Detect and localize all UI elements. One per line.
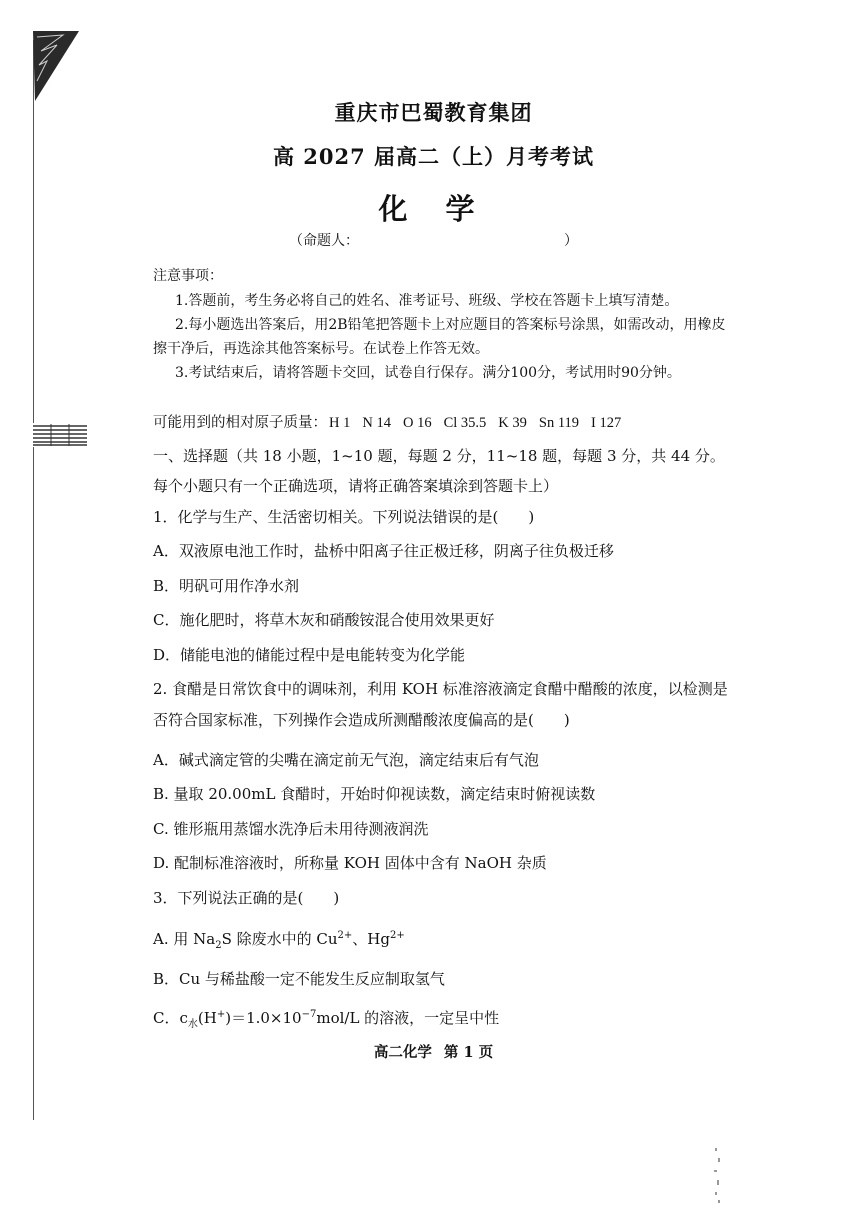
binding-stripe-mark [31, 423, 89, 447]
q1-option-c: C．施化肥时，将草木灰和硝酸铵混合使用效果更好 [153, 611, 495, 629]
q3a-text-1: A. 用 Na [153, 930, 216, 948]
q1-option-d: D．储能电池的储能过程中是电能转变为化学能 [153, 646, 466, 664]
mass-i: I 127 [591, 415, 622, 431]
q3c-text-3: )＝1.0×10 [225, 1009, 302, 1027]
q3c-subscript: 水 [187, 1019, 198, 1030]
subject-title: 化 学 [378, 192, 489, 226]
q1-option-b: B．明矾可用作净水剂 [153, 577, 300, 595]
q3a-superscript-1: 2+ [337, 930, 353, 941]
q2-option-a: A．碱式滴定管的尖嘴在滴定前无气泡，滴定结束后有气泡 [153, 751, 539, 769]
q3-option-c [153, 1004, 499, 1036]
q3-stem: 3．下列说法正确的是( ) [153, 889, 340, 907]
atomic-masses [153, 411, 633, 432]
note-item-3: 3.考试结束后，请将答题卡交回，试卷自行保存。满分100分，考试用时90分钟。 [175, 365, 681, 381]
notes-heading: 注意事项： [153, 268, 223, 284]
question-setter [0, 230, 867, 250]
q3c-text-2: (H [197, 1009, 217, 1027]
mass-sn: Sn 119 [538, 415, 580, 431]
footer-page-number: 第 1 页 [443, 1044, 494, 1061]
q3a-text-2: S 除废水中的 Cu [221, 930, 338, 948]
exam-title: 高 2027 届高二（上）月考考试 [272, 144, 595, 169]
mass-k: K 39 [498, 415, 527, 431]
section-header: 一、选择题（共 18 小题，1~10 题，每题 2 分，11~18 题，每题 3 分，共 44 分。每个小题只有一个正确选项，请将正确答案填涂到答题卡上） [153, 447, 725, 495]
q3-option-a [153, 925, 405, 957]
footer-subject: 高二化学 [373, 1044, 432, 1061]
q1-option-a: A．双液原电池工作时，盐桥中阳离子往正极迁移，阴离子往负极迁移 [153, 542, 614, 560]
q3c-text-1: C．c [153, 1009, 188, 1027]
school-name: 重庆市巴蜀教育集团 [334, 100, 533, 125]
corner-scan-mark [33, 31, 79, 101]
atomic-masses-label: 可能用到的相对原子质量： [153, 415, 327, 431]
note-item-1: 1.答题前，考生务必将自己的姓名、准考证号、班级、学校在答题卡上填写清楚。 [175, 293, 679, 309]
note-item-2: 2.每小题选出答案后，用2B铅笔把答题卡上对应题目的答案标号涂黑，如需改动，用橡皮擦干净后，再选涂其他答案标号。在试卷上作答无效。 [153, 317, 726, 357]
q3c-text-4: mol/L 的溶液，一定呈中性 [316, 1009, 500, 1027]
q3a-subscript: 2 [215, 940, 222, 951]
scan-speck [712, 1146, 724, 1206]
mass-h: H 1 [329, 415, 351, 431]
q2-option-c: C. 锥形瓶用蒸馏水洗净后未用待测液润洗 [153, 820, 429, 838]
q2-stem: 2. 食醋是日常饮食中的调味剂，利用 KOH 标准溶液滴定食醋中醋酸的浓度，以检测是否符合国家标准，下列操作会造成所测醋酸浓度偏高的是( ) [153, 680, 728, 729]
mass-o: O 16 [402, 415, 432, 431]
q2-option-d: D. 配制标准溶液时，所称量 KOH 固体中含有 NaOH 杂质 [153, 854, 547, 872]
q3c-superscript-2: −7 [301, 1009, 317, 1020]
q2-option-b: B. 量取 20.00mL 食醋时，开始时仰视读数，滴定结束时俯视读数 [153, 785, 596, 803]
setter-open: （命题人： [289, 233, 359, 249]
q3c-superscript-1: + [216, 1009, 226, 1020]
page-footer [0, 1041, 867, 1062]
mass-n: N 14 [362, 415, 391, 431]
q3a-superscript-2: 2+ [389, 930, 405, 941]
mass-cl: Cl 35.5 [443, 415, 487, 431]
q3-option-b: B．Cu 与稀盐酸一定不能发生反应制取氢气 [153, 970, 445, 988]
q3a-text-3: 、Hg [352, 930, 390, 948]
setter-close: ） [564, 233, 578, 249]
q1-stem: 1．化学与生产、生活密切相关。下列说法错误的是( ) [153, 508, 535, 526]
